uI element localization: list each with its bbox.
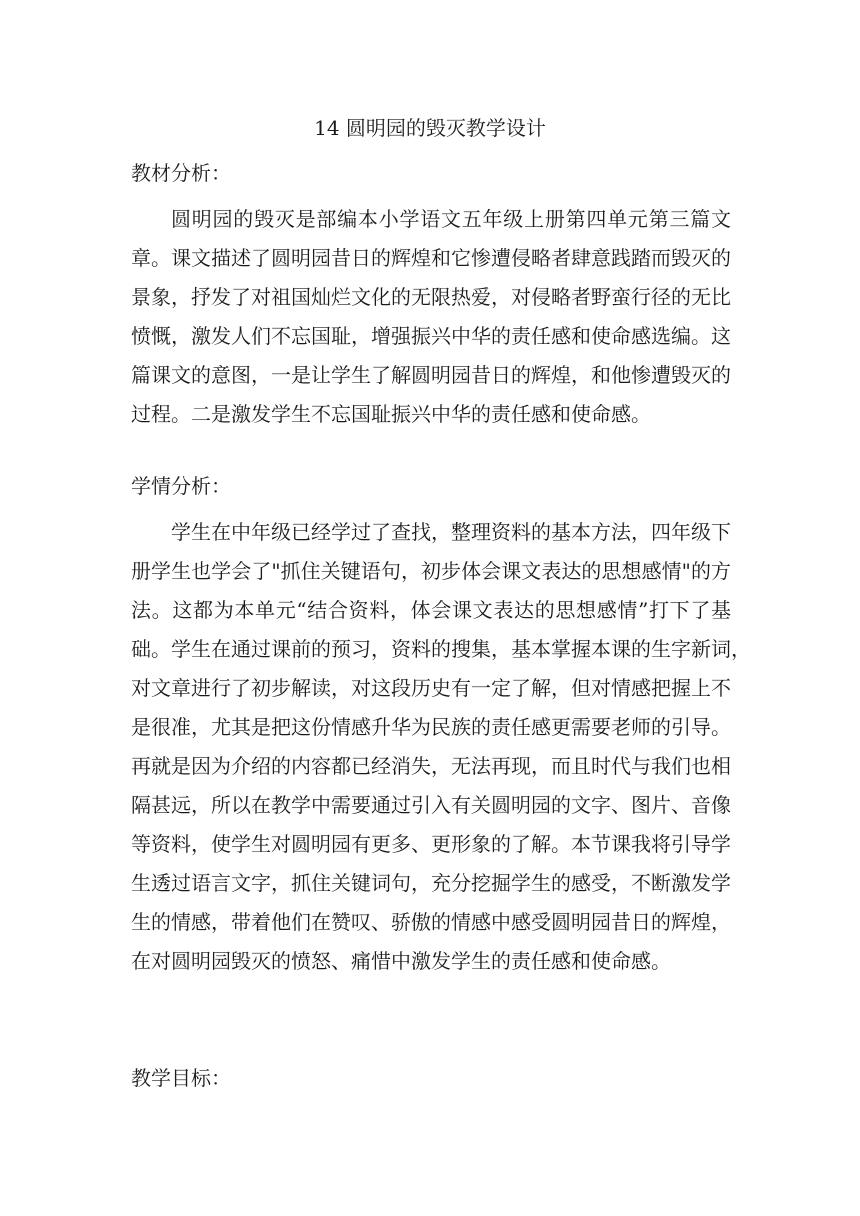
paragraph-line: 生的情感，带着他们在赞叹、骄傲的情感中感受圆明园昔日的辉煌， bbox=[131, 910, 731, 934]
paragraph-line: 是很准，尤其是把这份情感升华为民族的责任感更需要老师的引导。 bbox=[131, 715, 731, 739]
paragraph-line: 对文章进行了初步解读，对这段历史有一定了解，但对情感把握上不 bbox=[131, 676, 731, 700]
paragraph-line: 法。这都为本单元“结合资料，体会课文表达的思想感情”打下了基 bbox=[131, 598, 731, 622]
paragraph-line: 章。课文描述了圆明园昔日的辉煌和它惨遭侵略者肆意践踏而毁灭的 bbox=[131, 246, 731, 270]
paragraph-learner-analysis bbox=[131, 513, 751, 981]
paragraph-line: 础。学生在通过课前的预习，资料的搜集，基本掌握本课的生字新词， bbox=[131, 637, 751, 661]
paragraph-line: 再就是因为介绍的内容都已经消失，无法再现，而且时代与我们也相 bbox=[131, 754, 731, 778]
section-heading-textbook-analysis: 教材分析： bbox=[131, 161, 231, 185]
paragraph-line: 篇课文的意图，一是让学生了解圆明园昔日的辉煌，和他惨遭毁灭的 bbox=[131, 363, 731, 387]
document-title: 14 圆明园的毁灭教学设计 bbox=[314, 116, 546, 140]
paragraph-line: 册学生也学会了"抓住关键语句，初步体会课文表达的思想感情"的方 bbox=[131, 559, 731, 583]
paragraph-line: 生透过语言文字，抓住关键词句，充分挖掘学生的感受，不断激发学 bbox=[131, 871, 731, 895]
paragraph-line: 景象，抒发了对祖国灿烂文化的无限热爱，对侵略者野蛮行径的无比 bbox=[131, 285, 731, 309]
paragraph-line: 过程。二是激发学生不忘国耻振兴中华的责任感和使命感。 bbox=[131, 402, 651, 426]
paragraph-line: 隔甚远，所以在教学中需要通过引入有关圆明园的文字、图片、音像 bbox=[131, 793, 731, 817]
section-heading-teaching-objectives: 教学目标： bbox=[131, 1066, 231, 1090]
paragraph-line: 在对圆明园毁灭的愤怒、痛惜中激发学生的责任感和使命感。 bbox=[131, 949, 671, 973]
paragraph-line: 圆明园的毁灭是部编本小学语文五年级上册第四单元第三篇文 bbox=[171, 207, 731, 231]
paragraph-textbook-analysis bbox=[131, 200, 731, 434]
paragraph-line: 学生在中年级已经学过了查找，整理资料的基本方法，四年级下 bbox=[171, 520, 731, 544]
paragraph-line: 等资料，使学生对圆明园有更多、更形象的了解。本节课我将引导学 bbox=[131, 832, 731, 856]
paragraph-line: 愤慨，激发人们不忘国耻，增强振兴中华的责任感和使命感选编。这 bbox=[131, 324, 731, 348]
section-heading-learner-analysis: 学情分析： bbox=[131, 474, 231, 498]
